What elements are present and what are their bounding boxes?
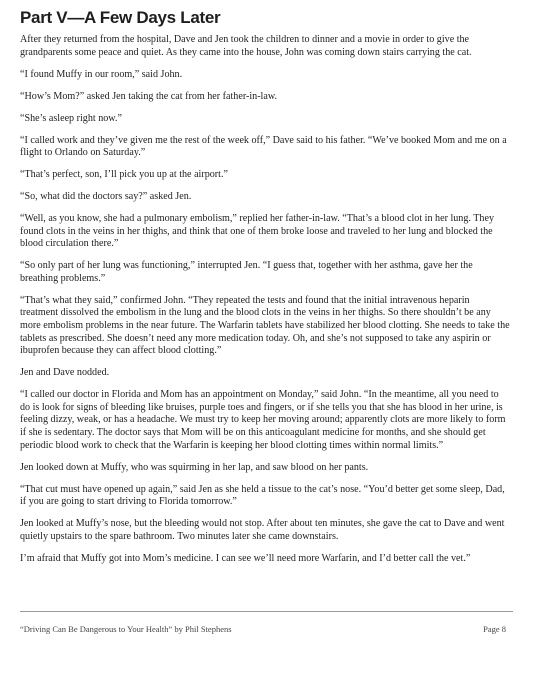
paragraph: “She’s asleep right now.” [20,112,122,124]
paragraph: “So only part of her lung was functioning,” interrupted Jen. “I guess that, together with her asthma, gave her the breathing problems.” [20,260,473,284]
paragraph: “So, what did the doctors say?” asked Jen. [20,191,192,203]
paragraph: “I called our doctor in Florida and Mom has an appointment on Monday,” said John. “In the meantime, all you need to do is look for signs of bleeding like bruises, purple toes and fingers, or if she tells you that she has blood in her urine, is feeling dizzy, weak, or has a headache. We must try to keep her moving around; apparently clots are more likely to form if she is sedentary. The doctor says that Mom will be on this anticoagulant medicine for months, and she should get periodic blood work to check that the Warfarin is keeping her blood clotting times within normal limits.” [20,389,506,451]
paragraph: After they returned from the hospital, Dave and Jen took the children to dinner and a movie in order to give the grandparents some peace and quiet. As they came into the house, John was coming down stairs carrying the cat. [20,34,472,58]
body-text [20,34,510,575]
footer-divider [20,611,513,612]
section-heading: Part V—A Few Days Later [20,8,221,27]
paragraph: “That’s what they said,” confirmed John. “They repeated the tests and found that the initial intravenous heparin treatment dissolved the embolism in the lung and the blood clots in the veins in her thighs. So there shouldn’t be any more embolism problems in the near future. The Warfarin tablets have stabilized her blood clotting. She needs to take the tablets as prescribed. She doesn’t need any more medication today. Oh, and she’s not supposed to take any aspirin or ibuprofen because they can affect blood clotting.” [20,294,510,357]
page-number: Page 8 [483,624,506,634]
paragraph: Jen looked at Muffy’s nose, but the bleeding would not stop. After about ten minutes, she gave the cat to Dave and went quietly upstairs to the spare bathroom. Two minutes later she came downstairs. [20,518,505,542]
paragraph: I’m afraid that Muffy got into Mom’s medicine. I can see we’ll need more Warfarin, and I’d better call the vet.” [20,552,471,564]
paragraph: “That’s perfect, son, I’ll pick you up at the airport.” [20,169,228,181]
footer-source: “Driving Can Be Dangerous to Your Health” by Phil Stephens [20,624,232,634]
paragraph: “I called work and they’ve given me the rest of the week off,” Dave said to his father. “We’ve booked Mom and me on a flight to Orlando on Saturday.” [20,134,507,159]
paragraph: “How’s Mom?” asked Jen taking the cat from her father-in-law. [20,90,278,102]
paragraph: Jen and Dave nodded. [20,367,110,379]
paragraph: “I found Muffy in our room,” said John. [20,68,183,80]
paragraph: “Well, as you know, she had a pulmonary embolism,” replied her father-in-law. “That’s a blood clot in her lung. They found clots in the veins in her thighs, and think that one of them broke loose and traveled to her lung and blocked the blood circulation there.” [20,213,495,250]
paragraph: “That cut must have opened up again,” said Jen as she held a tissue to the cat’s nose. “You’d better get some sleep, Dad, if you are going to start driving to Florida tomorrow.” [20,483,505,508]
paragraph: Jen looked down at Muffy, who was squirming in her lap, and saw blood on her pants. [20,461,369,473]
